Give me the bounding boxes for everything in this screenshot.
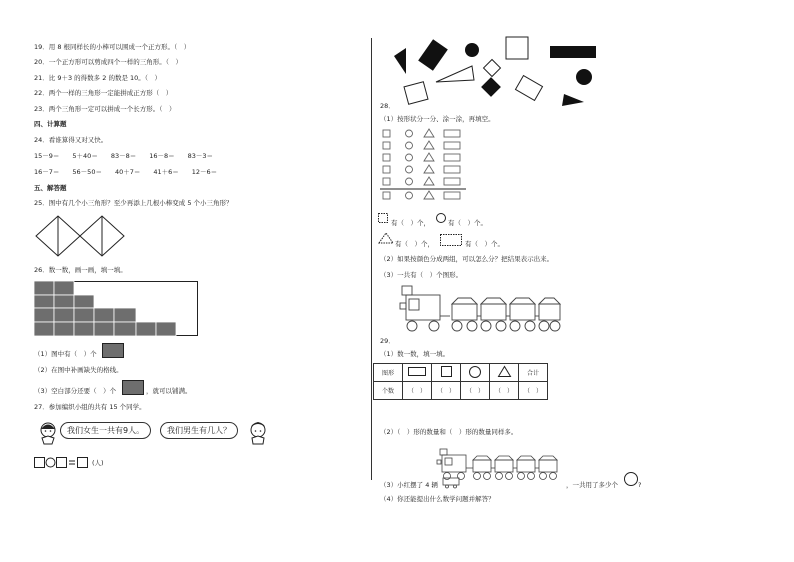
triangle-icon [378, 232, 394, 244]
question-29-1: （1）数一数，填一填。 [380, 350, 450, 358]
question-26: 26．数一数，画一画，填一填。 [34, 266, 127, 274]
circle-icon [469, 366, 481, 378]
rectangle-icon [408, 367, 426, 376]
square-icon [378, 213, 388, 223]
sorting-columns-figure[interactable] [380, 128, 472, 204]
count-squares-label: 有（ ）个， [391, 219, 430, 227]
question-26-3: （3）空白部分还要（ ）个 [34, 387, 117, 395]
question-28-1: （1）按形状分一分、涂一涂，再填空。 [380, 115, 495, 123]
girl-cartoon-icon [36, 420, 60, 444]
square-icon [441, 366, 452, 377]
rectangle-icon [440, 234, 462, 246]
table-cell[interactable]: （ ） [461, 382, 490, 400]
question-29-3-mid: ，一共用了多少个 [566, 481, 618, 489]
table-cell: 个数 [374, 382, 403, 400]
question-25: 25．图中有几个小三角形？至少再添上几根小棒变成 5 个小三角形？ [34, 199, 233, 207]
question-28-3: （3）一共有（ ）个图形。 [380, 271, 463, 279]
triangle-diamonds-figure [34, 214, 126, 258]
question-29-4: （4）你还能提出什么数学问题并解答？ [380, 495, 495, 503]
count-table [373, 363, 548, 400]
question-28-2: （2）如果按颜色分成两组，可以怎么分？把结果表示出来。 [380, 255, 554, 263]
table-header-square [432, 364, 461, 382]
section-5-title: 五、解答题 [34, 184, 67, 192]
question-19: 19．用 8 根同样长的小棒可以围成一个正方形。（ ） [34, 43, 191, 51]
question-26-3-end: ，就可以铺满。 [146, 387, 192, 395]
table-cell[interactable]: （ ） [490, 382, 519, 400]
count-circles-label: 有（ ）个。 [448, 219, 487, 227]
table-row [374, 382, 548, 400]
equation-answer-boxes[interactable] [34, 457, 94, 469]
question-29-3-end: ? [638, 481, 642, 489]
table-header-cell: 图形 [374, 364, 403, 382]
question-21: 21．比 9＋3 的得数多 2 的数是 10。（ ） [34, 74, 162, 82]
table-cell[interactable]: （ ） [519, 382, 548, 400]
question-29-2: （2）（ ）形的数量和（ ）形的数量同样多。 [380, 428, 518, 436]
train-icon [442, 476, 462, 488]
circle-icon [436, 213, 446, 223]
table-row [374, 364, 548, 382]
question-23: 23．两个三角形一定可以拼成一个长方形。（ ） [34, 105, 176, 113]
boy-cartoon-icon [246, 420, 270, 444]
section-4-title: 四、计算题 [34, 120, 67, 128]
staircase-grid-figure [34, 281, 200, 337]
calc-row-1: 15－9＝ 5＋40＝ 83－8＝ 16－8＝ 83－3＝ [34, 152, 214, 160]
table-header-cell: 合计 [519, 364, 548, 382]
count-rectangles-label: 有（ ）个。 [465, 240, 504, 248]
question-24: 24．看谁算得又对又快。 [34, 136, 108, 144]
table-header-triangle [490, 364, 519, 382]
calc-row-2: 16－7＝ 56－50＝ 40＋7＝ 41＋6＝ 12－6＝ [34, 168, 218, 176]
table-header-rectangle [403, 364, 432, 382]
answer-unit: (人) [92, 459, 104, 467]
question-22: 22．两个一样的三角形一定能拼成正方形（ ） [34, 89, 173, 97]
speech-bubble-girls: 我们女生一共有9人。 [60, 422, 151, 439]
count-triangles-label: 有（ ）个， [395, 240, 434, 248]
shape-train-figure [398, 284, 562, 336]
question-27: 27．参加编织小组的共有 15 个同学。 [34, 403, 146, 411]
gray-square-icon [122, 380, 144, 395]
shapes-cluster-figure [392, 36, 602, 108]
table-cell[interactable]: （ ） [403, 382, 432, 400]
question-26-1: （1）图中有（ ）个 [34, 350, 97, 358]
question-28: 28． [380, 102, 395, 110]
question-29-3: （3）小红摆了 4 辆 [380, 481, 438, 489]
table-header-circle [461, 364, 490, 382]
question-26-2: （2）在图中补画缺失的格线。 [34, 366, 123, 374]
question-29: 29． [380, 337, 395, 345]
column-divider [371, 38, 372, 480]
triangle-icon [498, 366, 511, 377]
question-20: 20．一个正方形可以剪成四个一样的三角形。（ ） [34, 58, 183, 66]
table-cell[interactable]: （ ） [432, 382, 461, 400]
gray-square-icon [102, 343, 124, 358]
circle-icon [624, 472, 638, 486]
speech-bubble-boys: 我们男生有几人？ [160, 422, 238, 439]
